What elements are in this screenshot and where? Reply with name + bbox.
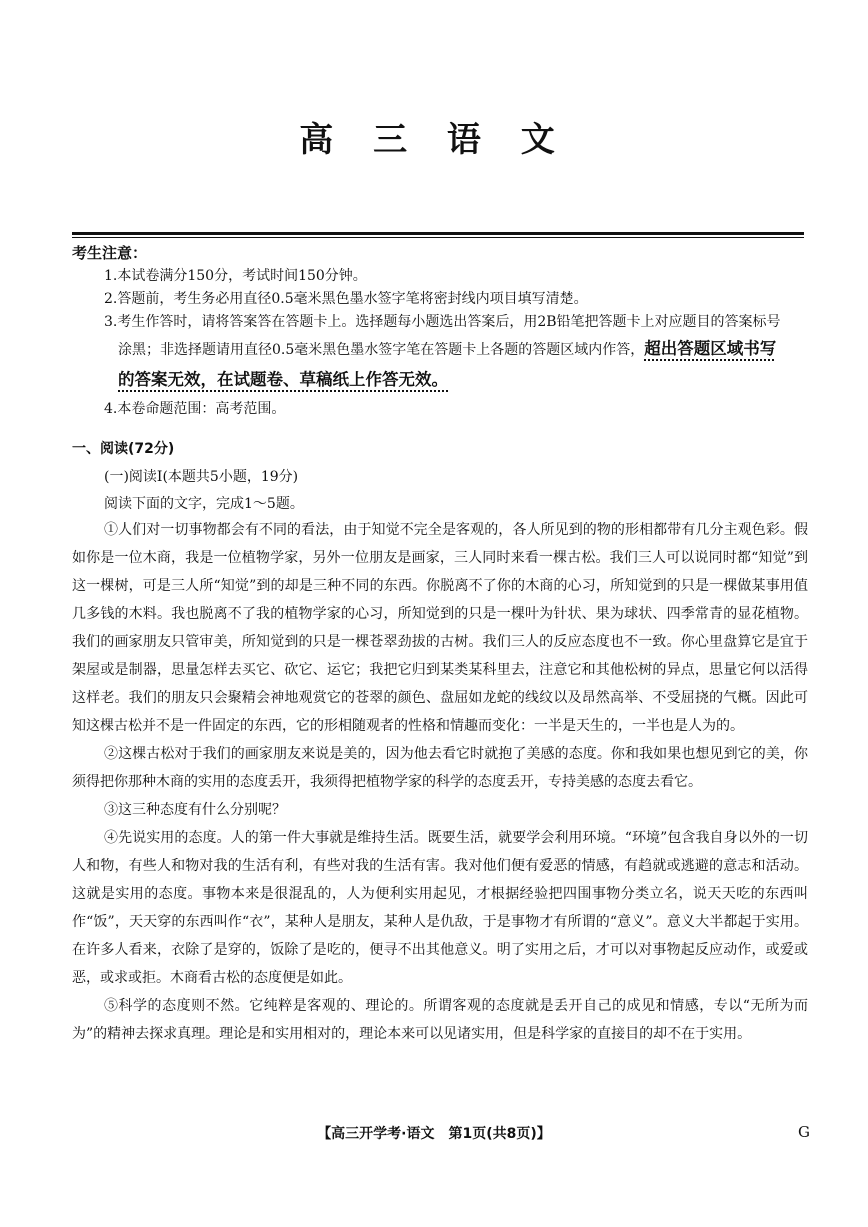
reading-instruction: 阅读下面的文字，完成1～5题。 [104, 496, 304, 512]
notice-item-3-text: 涂黑；非选择题请用直径0.5毫米黑色墨水签字笔在答题卡上各题的答题区域内作答， [118, 342, 645, 358]
page-footer: 【高三开学考·语文 第1页(共8页)】 [317, 1126, 551, 1142]
notice-item-3-cont [72, 334, 808, 365]
notice-item-3-emphasis-a: 超出答题区域书写 [644, 339, 777, 358]
notice-item-1: 1.本试卷满分150分，考试时间150分钟。 [104, 268, 367, 284]
header-divider-thin [72, 237, 804, 238]
passage-paragraph-5: ⑤科学的态度则不然。它纯粹是客观的、理论的。所谓客观的态度就是丢开自己的成见和情感，专以“无所为而为”的精神去探求真理。理论是和实用相对的，理论本来可以见诸实用，但是科学家的直接目的却不在于实用。 [72, 998, 808, 1042]
passage-paragraph-1: ①人们对一切事物都会有不同的看法，由于知觉不完全是客观的，各人所见到的物的形相都带有几分主观色彩。假如你是一位木商，我是一位植物学家，另外一位朋友是画家，三人同时来看一棵古松。我们三人可以说同时都“知觉”到这一棵树，可是三人所“知觉”到的却是三种不同的东西。你脱离不了你的木商的心习，所知觉到的只是一棵做某事用值几多钱的木料。我也脱离不了我的植物学家的心习，所知觉到的只是一棵叶为针状、果为球状、四季常青的显花植物。我们的画家朋友只管审美，所知觉到的只是一棵苍翠劲拔的古树。我们三人的反应态度也不一致。你心里盘算它是宜于架屋或是制器，思量怎样去买它、砍它、运它；我把它归到某类某科里去，注意它和其他松树的异点，思量它何以活得这样老。我们的朋友只会聚精会神地观赏它的苍翠的颜色、盘屈如龙蛇的线纹以及昂然高举、不受屈挠的气概。因此可知这棵古松并不是一件固定的东西，它的形相随观者的性格和情趣而变化：一半是天生的，一半也是人为的。 [72, 522, 808, 734]
notice-item-3-emphasis-b: 的答案无效，在试题卷、草稿纸上作答无效。 [118, 370, 448, 389]
notice-item-4: 4.本卷命题范围：高考范围。 [104, 401, 286, 417]
passage-paragraph-4: ④先说实用的态度。人的第一件大事就是维持生活。既要生活，就要学会利用环境。“环境”包含我自身以外的一切人和物，有些人和物对我的生活有利，有些对我的生活有害。我对他们便有爱恶的情感，有趋就或逃避的意志和活动。这就是实用的态度。事物本来是很混乱的，人为便利实用起见，才根据经验把四围事物分类立名，说天天吃的东西叫作“饭”，天天穿的东西叫作“衣”，某种人是朋友，某种人是仇敌，于是事物才有所谓的“意义”。意义大半都起于实用。在许多人看来，衣除了是穿的，饭除了是吃的，便寻不出其他意义。明了实用之后，才可以对事物起反应动作，或爱或恶，或求或拒。木商看古松的态度便是如此。 [72, 830, 808, 986]
notice-item-2: 2.答题前，考生务必用直径0.5毫米黑色墨水签字笔将密封线内项目填写清楚。 [104, 291, 588, 307]
passage-paragraph-2: ②这棵古松对于我们的画家朋友来说是美的，因为他去看它时就抱了美感的态度。你和我如果也想见到它的美，你须得把你那种木商的实用的态度丢开，我须得把植物学家的科学的态度丢开，专持美感的态度去看它。 [72, 746, 808, 790]
subsection-heading: (一)阅读Ⅰ(本题共5小题，19分) [104, 469, 299, 485]
notice-item-3: 3.考生作答时，请将答案答在答题卡上。选择题每小题选出答案后，用2B铅笔把答题卡上对应题目的答案标号 [104, 314, 781, 330]
passage-paragraph-3: ③这三种态度有什么分别呢？ [104, 802, 286, 818]
paper-code: G [798, 1123, 810, 1141]
notice-block [72, 242, 808, 421]
notice-item-3-cont-2 [72, 365, 808, 396]
section-heading: 一、阅读(72分) [72, 441, 175, 457]
notice-heading: 考生注意： [72, 244, 148, 262]
page-title: 高 三 语 文 [299, 120, 569, 160]
reading-passage [72, 516, 808, 1048]
header-divider-thick [72, 232, 804, 235]
